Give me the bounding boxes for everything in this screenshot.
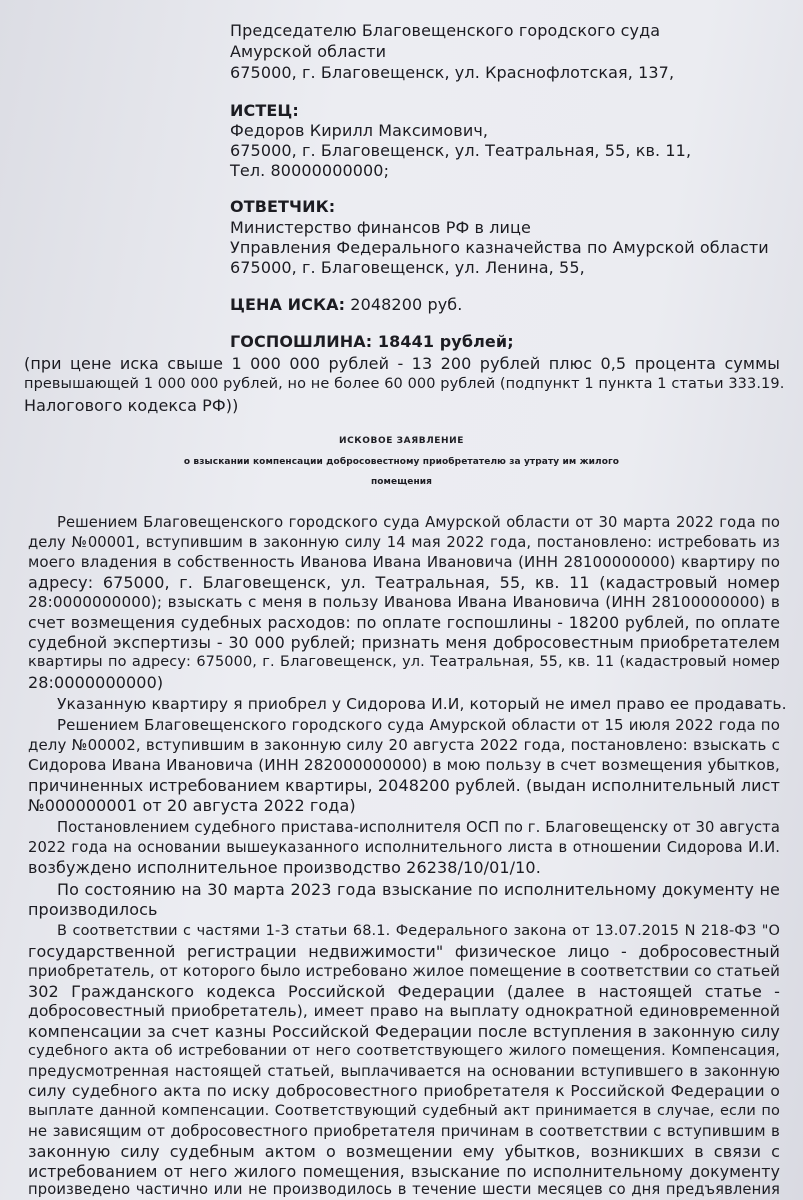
body-line: делу №00001, вступившим в законную силу 14 мая 2022 года, постановлено: истребовать из	[28, 534, 780, 551]
body-line: причиненных истребованием квартиры, 2048200 рублей. (выдан исполнительный лист	[28, 776, 780, 795]
body-line: истребованием от него жилого помещения, взыскание по исполнительному документу	[28, 1162, 780, 1181]
body-line: моего владения в собственность Иванова Ивана Ивановича (ИНН 28100000000) квартиру по	[28, 553, 780, 571]
addressee-line: 675000, г. Благовещенск, ул. Краснофлотская, 137,	[230, 63, 675, 82]
body-line: выплате данной компенсации. Соответствующий судебный акт принимается в случае, если по	[28, 1103, 780, 1119]
state-duty-label: ГОСПОШЛИНА: 18441 рублей;	[230, 332, 514, 351]
body-line: 28:0000000000)	[28, 673, 164, 692]
body-line: Сидорова Ивана Ивановича (ИНН 282000000000) в мою пользу в счет возмещения убытков,	[28, 756, 780, 774]
body-line: Решением Благовещенского городского суда Амурской области от 30 марта 2022 года по	[57, 514, 780, 531]
plaintiff-heading: ИСТЕЦ:	[230, 101, 299, 120]
addressee-line: Председателю Благовещенского городского суда	[230, 21, 661, 40]
body-line: возбуждено исполнительное производство 26238/10/01/10.	[28, 858, 541, 877]
body-line: приобретатель, от которого было истребовано жилое помещение в соответствии со статьей	[28, 962, 780, 980]
plaintiff-line: 675000, г. Благовещенск, ул. Театральная, 55, кв. 11,	[230, 141, 692, 160]
body-line: не зависящим от добросовестного приобретателя причинам в соответствии с вступившим в	[28, 1122, 780, 1140]
document-title: ИСКОВОЕ ЗАЯВЛЕНИЕ	[338, 436, 465, 446]
claim-price	[230, 295, 462, 314]
defendant-line: 675000, г. Благовещенск, ул. Ленина, 55,	[230, 258, 585, 277]
body-line: компенсации за счет казны Российской Федерации после вступления в законную силу	[28, 1022, 780, 1041]
body-line: законную силу судебным актом о возмещении ему убытков, возникших в связи с	[28, 1142, 780, 1161]
body-line: 2022 года на основании вышеуказанного исполнительного листа в отношении Сидорова И.И.	[28, 839, 780, 856]
body-line: В соответствии с частями 1-3 статьи 68.1. Федерального закона от 13.07.2015 N 218-ФЗ "О	[57, 923, 780, 939]
body-line: квартиры по адресу: 675000, г. Благовещенск, ул. Театральная, 55, кв. 11 (кадастровый номер	[28, 654, 780, 670]
body-line: предусмотренная настоящей статьей, выплачивается на основании вступившего в законную	[28, 1063, 780, 1080]
plaintiff-line: Федоров Кирилл Максимович,	[230, 121, 489, 140]
document-subtitle-line: о взыскании компенсации добросовестному приобретателю за утрату им жилого	[183, 457, 620, 467]
plaintiff-line: Тел. 80000000000;	[230, 161, 390, 180]
body-line: судебного акта об истребовании от него соответствующего жилого помещения. Компенсация,	[28, 1043, 780, 1059]
body-line: 28:0000000000); взыскать с меня в пользу Иванова Ивана Ивановича (ИНН 28100000000) в	[28, 593, 780, 611]
defendant-heading: ОТВЕТЧИК:	[230, 197, 336, 216]
body-line: производилось	[28, 900, 158, 919]
claim-price-label: ЦЕНА ИСКА:	[230, 295, 346, 314]
body-line: Постановлением судебного пристава-исполнителя ОСП по г. Благовещенску от 30 августа	[57, 819, 780, 836]
body-line: По состоянию на 30 марта 2023 года взыскание по исполнительному документу не	[57, 880, 780, 899]
body-line: Указанную квартиру я приобрел у Сидорова И.И, который не имел право ее продавать.	[57, 695, 787, 713]
body-line: счет возмещения судебных расходов: по оплате госпошлины - 18200 рублей, по оплате	[28, 613, 780, 632]
body-line: №000000001 от 20 августа 2022 года)	[28, 796, 356, 815]
body-line: 302 Гражданского кодекса Российской Федерации (далее в настоящей статье -	[28, 982, 780, 1001]
body-line: судебной экспертизы - 30 000 рублей; признать меня добросовестным приобретателем	[28, 633, 780, 652]
body-line: силу судебного акта по иску добросовестного приобретателя к Российской Федерации о	[28, 1082, 780, 1100]
state-duty-note-line: (при цене иска свыше 1 000 000 рублей - 13 200 рублей плюс 0,5 процента суммы	[24, 354, 780, 373]
body-line: государственной регистрации недвижимости" физическое лицо - добросовестный	[28, 942, 780, 961]
defendant-line: Министерство финансов РФ в лице	[230, 218, 531, 237]
state-duty-note-line: Налогового кодекса РФ))	[24, 396, 239, 415]
body-line: делу №00002, вступившим в законную силу 20 августа 2022 года, постановлено: взыскать с	[28, 736, 780, 754]
body-line: адресу: 675000, г. Благовещенск, ул. Театральная, 55, кв. 11 (кадастровый номер	[28, 573, 780, 592]
defendant-line: Управления Федерального казначейства по Амурской области	[230, 238, 769, 257]
addressee-line: Амурской области	[230, 42, 387, 61]
claim-price-value: 2048200 руб.	[350, 295, 463, 314]
body-line: Решением Благовещенского городского суда Амурской области от 15 июля 2022 года по	[57, 716, 780, 734]
state-duty-note-line: превышающей 1 000 000 рублей, но не более 60 000 рублей (подпункт 1 пункта 1 статьи 333.19.	[24, 376, 785, 392]
body-line: произведено частично или не производилось в течение шести месяцев со дня предъявления	[28, 1181, 780, 1198]
body-line: добросовестный приобретатель), имеет право на выплату однократной единовременной	[28, 1002, 780, 1020]
document-subtitle-line: помещения	[370, 477, 433, 487]
